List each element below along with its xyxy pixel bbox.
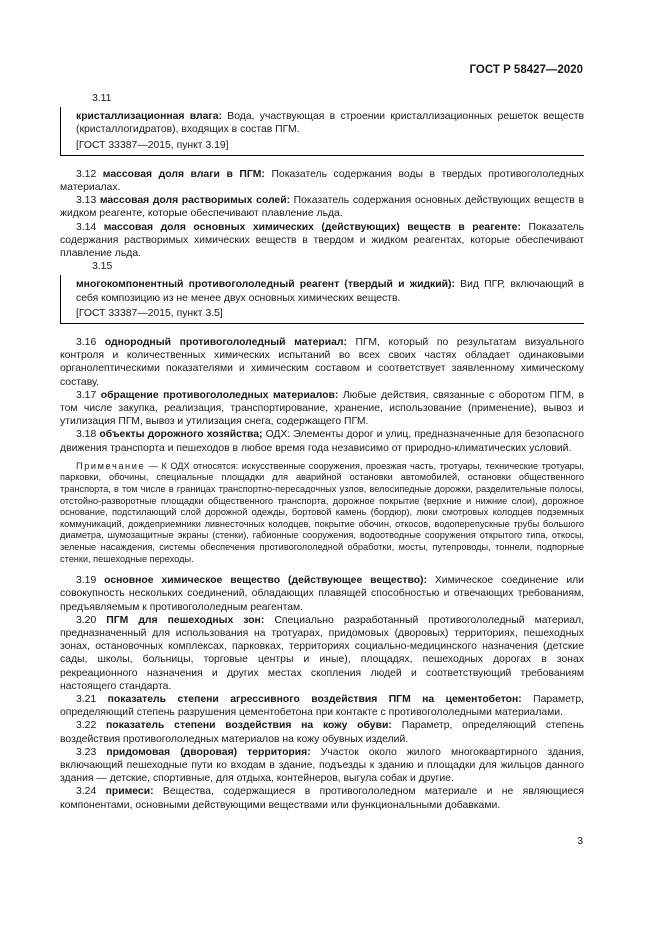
term: объекты дорожного хозяйства; [99,429,263,441]
definition: Вид ПГР, включающий в себя композицию из не менее двух основных химических веществ. [76,279,585,304]
clause-number: 3.12 [76,168,103,180]
clause-number: 3.15 [92,261,113,273]
term: массовая доля влаги в ПГМ: [102,168,265,180]
clause-3-15-box [60,275,584,324]
clause-3-13 [60,194,584,220]
definition: Вещества, содержащиеся в противогололедном материале и не являющиеся компонентами, основными действующими веществами или функциональными добавками. [60,786,584,811]
clause-number: 3.11 [92,93,112,104]
term: массовая доля основных химических (действующих) веществ в реагенте: [103,221,521,233]
clause-number: 3.13 [76,195,100,207]
clause-number: 3.16 [76,337,105,349]
definition: Показатель содержания воды в твердых противогололедных материалах. [60,168,584,194]
definition: Вода, участвующая в строении кристаллизационных решеток веществ (кристаллогидратов), входящих в состав ПГМ. [76,111,584,136]
definition: Параметр, определяющий степень воздействия противогололедных материалов на кожу обувных изделий. [60,720,584,745]
term: примеси: [105,786,154,798]
term: многокомпонентный противогололедный реагент (твердый и жидкий): [76,279,455,291]
clause-3-23 [60,746,584,786]
definition: ПГМ, который по результатам визуального контроля и количественных химических испытаний во всех своих частях обладает одинаковыми органолептическими показателями и химическим составом и соответствует заявленному химическому составу. [60,337,584,388]
definition: Показатель содержания растворимых химических веществ в твердом и жидком реагентах, которые обеспечивают плавление льда. [60,221,584,260]
note [60,461,584,565]
clause-3-21 [60,693,584,719]
term: массовая доля растворимых солей: [99,195,291,207]
clause-3-14 [60,221,584,261]
definition: Химическое соединение или совокупность нескольких соединений, обладающих плавящей способностью и отвечающих требованиям, предъявляемым к противогололедным реагентам. [60,575,584,613]
clause-3-11-box [60,107,584,156]
clause-3-15 [76,278,584,304]
definition: Участок около жилого многоквартирного здания, включающий пешеходные пути ко входам в здание, подъезды к зданию и площадки для жильцов данного здания — детские, спортивные, для отдыха, контейнеров, выгула собак и другие. [60,746,584,785]
term: ПГМ для пешеходных зон: [106,614,265,626]
clause-3-19 [60,574,584,614]
definition: Параметр, определяющий степень разрушения цементобетона при контакте с противогололедными материалами. [60,694,584,719]
definition: ОДХ: Элементы дорог и улиц, предназначенные для безопасного движения транспорта и пешеходов в любое время года независимо от природно-климатических условий. [60,429,584,454]
note-text: — К ОДХ относятся: искусственные сооружения, проезжая часть, тротуары, технические тротуары, парковки, обочины, специальные площадки для аварийной остановки автомобилей, остановки общественного транспорта, в том числе в границах транспортно-пересадочных узлов, велосипедные дорожки, разделительные полосы, отстойно-разворотные площадки общественного транспорта, дорожное покрытие (верхние и нижние слои), дорожное основание, подстилающий слой дорожной одежды, бортовой камень (бордюр), люки смотровых колодцев подземных коммуникаций, дождеприемники ливнесточных колодцев, покрытие обочин, откосов, водоперепускные трубы большого диаметра, шумозащитные экраны (стенки), габионные сооружения, водоотводные сооружения открытого типа, откосы, зеленые насаждения, системы обеспечения противогололедной обработки, мосты, путепроводы, тоннели, подпорные стенки, пешеходные переходы. [60,460,584,564]
clause-number: 3.18 [76,429,100,441]
clause-number: 3.17 [76,389,101,401]
clause-3-17 [60,389,584,429]
term: показатель степени воздействия на кожу обуви: [106,720,392,732]
clause-number: 3.24 [76,786,106,798]
clause-3-11 [76,110,584,136]
clause-number: 3.20 [76,614,107,626]
clause-3-22 [60,719,584,745]
note-label: Примечание [76,460,146,471]
page-number: 3 [577,836,583,847]
clause-number: 3.19 [76,575,105,587]
document-code: ГОСТ Р 58427—2020 [469,64,583,76]
term: основное химическое вещество (действующее вещество): [104,575,427,587]
clause-number: 3.22 [76,720,106,732]
definition: Любые действия, связанные с оборотом ПГМ, в том числе закупка, реализация, транспортирование, хранение, использование (применение), вывоз и утилизация ПГМ, вывоз и утилизация снега, содержащего ПГМ. [60,389,584,428]
clause-number: 3.23 [76,746,107,758]
document-body [60,92,584,812]
clause-3-18 [60,428,584,454]
term: однородный противогололедный материал: [104,337,347,349]
term: обращение противогололедных материалов: [100,389,339,401]
definition: Показатель содержания основных действующих веществ в жидком реагенте, которые обеспечивают плавление льда. [60,195,584,220]
term: показатель степени агрессивного воздействия ПГМ на цементобетон: [107,694,522,706]
source-reference: [ГОСТ 33387—2015, пункт 3.19] [76,139,229,151]
source-reference: [ГОСТ 33387—2015, пункт 3.5] [76,307,223,319]
clause-3-24 [60,785,584,811]
definition: Специально разработанный противогололедный материал, предназначенный для использования на тротуарах, придомовых (дворовых) территориях, пешеходных зонах, остановочных комплексах, парковках, территориях социально-медицинского назначения (детские сады, школы, больницы, торговые центры и иные), площадях, пешеходных дорогах в зонах рекреационного назначения и других местах скопления людей и соответствующий требованиям настоящего стандарта. [60,614,584,692]
term: придомовая (дворовая) территория: [106,746,311,758]
term: кристаллизационная влага: [76,111,222,123]
clause-number: 3.14 [76,221,104,233]
clause-3-12 [60,168,584,194]
clause-3-20 [60,614,584,693]
clause-3-16 [60,336,584,389]
clause-number: 3.21 [76,694,108,706]
